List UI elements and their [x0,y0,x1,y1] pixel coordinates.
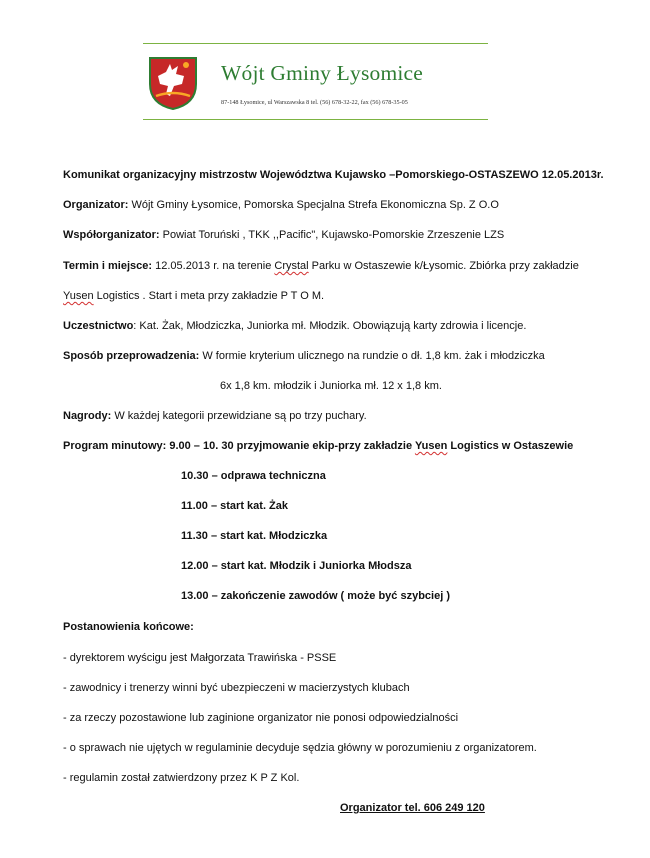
final-item: - za rzeczy pozostawione lub zaginione organizator nie ponosi odpowiedzialności [63,712,459,724]
program-text: Program minutowy: 9.00 – 10. 30 przyjmowanie ekip-przy zakładzie [63,440,415,452]
organizer-value: Wójt Gminy Łysomice, Pomorska Specjalna Strefa Ekonomiczna Sp. Z O.O [128,199,499,211]
organizer-label: Organizator: [63,199,129,211]
header-rule-bottom [143,119,488,120]
schedule-item: 11.30 – start kat. Młodziczka [181,530,328,542]
letterhead-title: Wójt Gminy Łysomice [221,61,424,85]
letterhead [143,43,488,123]
prizes-value: W każdej kategorii przewidziane są po trzy puchary. [111,410,367,422]
place-text: 12.05.2013 r. na terenie [152,260,275,272]
program-text-2: Logistics w Ostaszewie [447,440,574,452]
schedule-item: 13.00 – zakończenie zawodów ( może być szybciej ) [181,590,450,602]
participants-value: : Kat. Żak, Młodziczka, Juniorka mł. Młodzik. Obowiązują karty zdrowia i licencje. [133,320,527,332]
prizes-label: Nagrody: [63,410,112,422]
coorganizer-label: Współorganizator: [63,229,160,241]
participants-line [63,319,526,333]
coat-of-arms-logo [148,56,198,111]
method-line [63,349,545,363]
final-item: - zawodnicy i trenerzy winni być ubezpieczeni w macierzystych klubach [63,682,410,694]
prizes-line [63,409,367,423]
coorganizer-value: Powiat Toruński , TKK ,,Pacific", Kujawsko-Pomorskie Zrzeszenie LZS [159,229,505,241]
program-yusen-word: Yusen [414,440,448,452]
final-item: - regulamin został zatwierdzony przez K P Z Kol. [63,772,300,784]
schedule-item: 12.00 – start kat. Młodzik i Juniorka Młodsza [181,560,412,572]
final-item: - o sprawach nie ujętych w regulaminie decyduje sędzia główny w porozumieniu z organizatorem. [63,742,537,754]
header-rule-top [143,43,488,44]
coorganizer-line [63,228,504,242]
yusen-word: Yusen [63,290,94,302]
organizer-line [63,198,499,212]
participants-label: Uczestnictwo [63,320,134,332]
place-label: Termin i miejsce: [63,260,153,272]
method-label: Sposób przeprowadzenia: [63,350,200,362]
final-provisions-heading: Postanowienia końcowe: [63,621,194,633]
organizer-signature: Organizator tel. 606 249 120 [340,802,485,814]
place-line [63,259,579,273]
letterhead-address: 87-148 Łysomice, ul Warszawska 8 tel. (56) 678-32-22, fax (56) 678-35-05 [221,99,408,106]
method-value: W formie kryterium ulicznego na rundzie o dł. 1,8 km. żak i młodziczka [199,350,545,362]
program-line [63,439,573,453]
final-item: - dyrektorem wyścigu jest Małgorzata Trawińska - PSSE [63,652,337,664]
place-line-2 [63,289,324,303]
schedule-item: 10.30 – odprawa techniczna [181,470,326,482]
crystal-word: Crystal [274,260,309,272]
place-text-3: Logistics . Start i meta przy zakładzie P T O M. [93,290,325,302]
method-line-2: 6x 1,8 km. młodzik i Juniorka mł. 12 x 1,8 km. [220,380,442,392]
schedule-item: 11.00 – start kat. Żak [181,500,289,512]
document-headline: Komunikat organizacyjny mistrzostw Województwa Kujawsko –Pomorskiego-OSTASZEWO 12.05.2013r. [63,169,604,181]
place-text-2: Parku w Ostaszewie k/Łysomic. Zbiórka przy zakładzie [308,260,579,272]
